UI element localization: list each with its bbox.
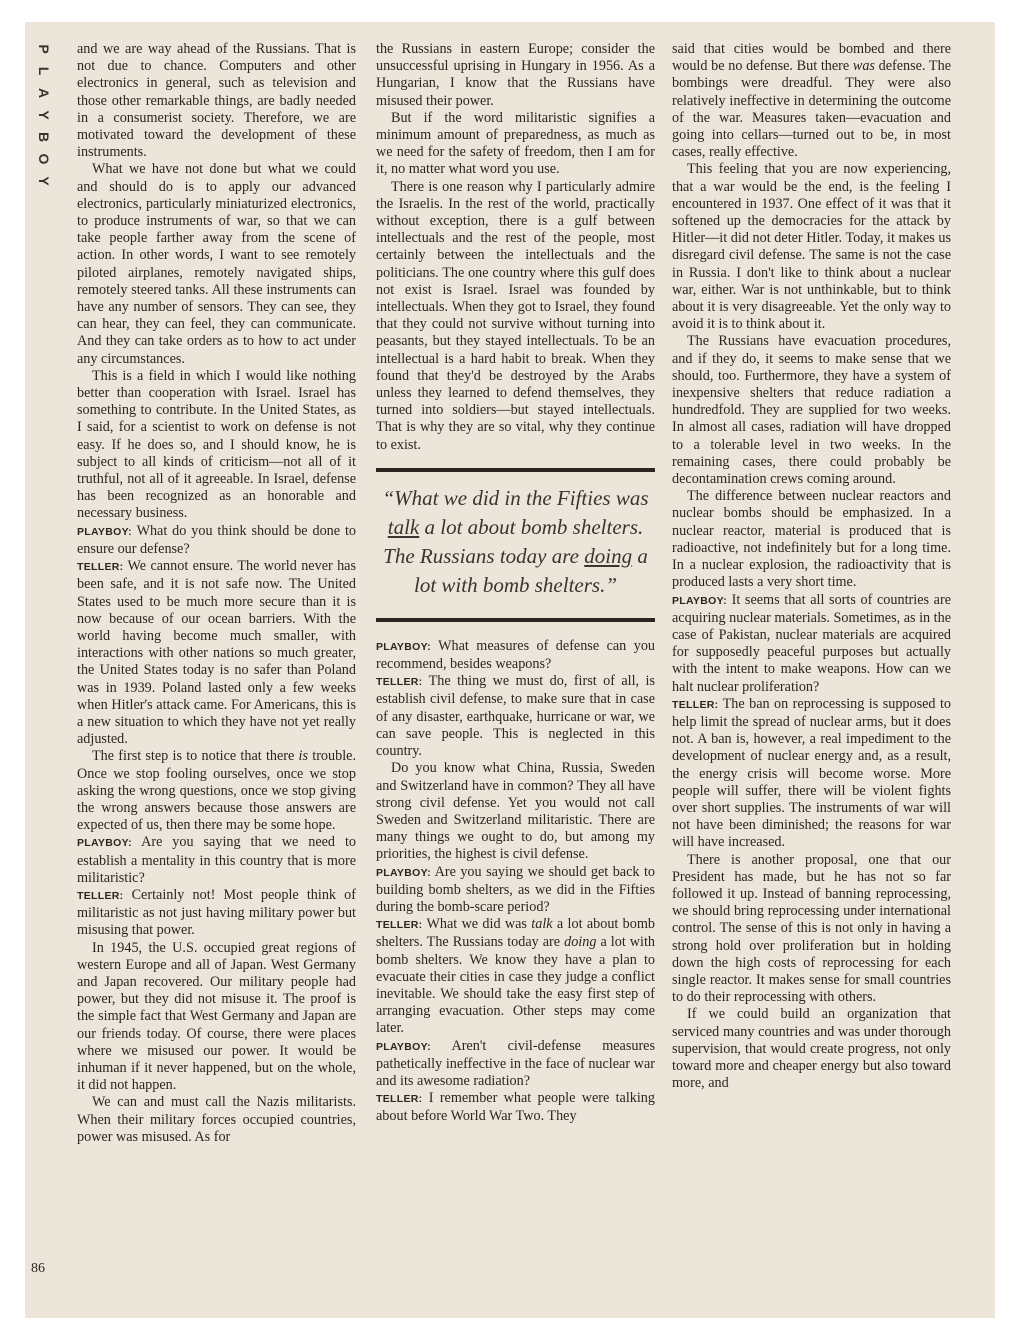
- interviewee-answer: [672, 696, 951, 852]
- speaker-label: PLAYBOY:: [376, 1040, 431, 1053]
- question-text: Are you saying that we need to establish a mentality in this country that is more militaristic?: [77, 834, 356, 886]
- text-run: a lot with bomb shelters.”: [413, 543, 648, 597]
- text-run: a lot about bomb shelters. The Russians today are: [376, 916, 655, 951]
- interviewer-question: [376, 864, 655, 917]
- emphasis: was: [852, 58, 875, 75]
- speaker-label: TELLER:: [672, 698, 719, 711]
- question-text: It seems that all sorts of countries are acquiring nuclear materials. Sometimes, as in the case of Pakistan, nuclear materials are acquired for supposedly peaceful purposes but actually with the intent to make weapons. How can we halt nuclear proliferation?: [672, 591, 951, 695]
- text-column-3: [672, 41, 951, 1092]
- masthead-letter: P: [36, 44, 52, 54]
- emphasis: doing: [584, 543, 633, 568]
- paragraph: the Russians in eastern Europe; consider the unsuccessful uprising in Hungary in 1956. As a Hungarian, I know that the Russians have misused their power.: [376, 41, 655, 109]
- masthead-playboy: [33, 42, 55, 196]
- text-run: trouble. Once we stop fooling ourselves, once we stop asking the wrong questions, once we stop giving the wrong answers because those answers are expected of us, then there may be some hope.: [77, 748, 356, 834]
- emphasis: is: [298, 748, 309, 765]
- text-column-2: [376, 41, 655, 1126]
- text-column-1: [77, 41, 356, 1146]
- masthead-letter: Y: [36, 110, 52, 120]
- masthead-letter: Y: [36, 176, 52, 186]
- interviewer-question: [77, 523, 356, 558]
- text-run: defense. The bombings were dreadful. They were also relatively ineffective in determining the outcome of the war. Measures taken—evacuation and going into cellars—turned out to be, in most cases, really effective.: [672, 58, 951, 161]
- question-text: What measures of defense can you recommend, besides weapons?: [376, 637, 656, 673]
- paragraph: If we could build an organization that serviced many countries and was under thorough supervision, that would create progress, not only toward more and cheaper energy but also toward more, and: [672, 1006, 951, 1092]
- paragraph: We can and must call the Nazis militarists. When their military forces occupied countries, power was misused. As for: [77, 1094, 356, 1145]
- speaker-label: TELLER:: [77, 889, 124, 902]
- interviewer-question: [376, 1038, 655, 1091]
- masthead-letter: B: [36, 131, 52, 143]
- masthead-letter: O: [36, 153, 52, 165]
- text-run: a lot with bomb shelters. We know they have a plan to evacuate their cities in case they judge a conflict inevitable. We should take the easy first step of arranging evacuation. Other steps may come later.: [376, 934, 656, 1037]
- interviewee-answer: [376, 916, 655, 1037]
- paragraph: The difference between nuclear reactors and nuclear bombs should be emphasized. In a nuclear reactor, material is produced that is radioactive, not indefinitely but for a long time. In a nuclear explosion, the radioactivity that is produced lasts a very short time.: [672, 488, 951, 591]
- paragraph: But if the word militaristic signifies a minimum amount of preparedness, as much as we need for the safety of freedom, then I am for it, no matter what word you use.: [376, 109, 655, 178]
- paragraph: What we have not done but what we could and should do is to apply our advanced electronics, particularly miniaturized electronics, to produce instruments of war, so that we can take people farther away from the scene of action. In other words, I want to see remotely piloted airplanes, remotely navigated ships, remotely steered tanks. All these instruments can have any number of sensors. They can see, they can hear, they can feel, they can communicate. And they can take orders as to how to act under any circumstances.: [77, 161, 356, 367]
- text-run: What we did was: [426, 916, 527, 933]
- paragraph: [672, 41, 951, 161]
- emphasis: doing: [564, 934, 597, 951]
- answer-text: Certainly not! Most people think of militaristic as not just having military power but misusing that power.: [77, 886, 356, 939]
- speaker-label: PLAYBOY:: [77, 837, 132, 850]
- speaker-label: TELLER:: [376, 1093, 423, 1106]
- emphasis: talk: [531, 916, 553, 933]
- speaker-label: PLAYBOY:: [77, 525, 132, 538]
- emphasis: talk: [387, 514, 420, 539]
- speaker-label: PLAYBOY:: [376, 640, 431, 653]
- interviewee-answer: [376, 673, 655, 760]
- page-number: 86: [31, 1261, 45, 1276]
- answer-text: The thing we must do, first of all, is establish civil defense, to make sure that in case of any disaster, earthquake, hurricane or war, we can save people. This is neglected in this country.: [376, 673, 655, 760]
- text-run: said that cities would be bombed and there would be no defense. But there: [672, 41, 951, 75]
- paragraph: Do you know what China, Russia, Sweden and Switzerland have in common? They all have strong civil defense. Yet you would not call Sweden and Switzerland militaristic. There are many things we ought to do, but among my priorities, the highest is civil defense.: [376, 760, 655, 863]
- interviewer-question: [77, 834, 356, 887]
- speaker-label: TELLER:: [376, 919, 423, 932]
- paragraph: [77, 748, 356, 834]
- speaker-label: TELLER:: [376, 676, 423, 689]
- question-text: What do you think should be done to ensure our defense?: [77, 522, 356, 557]
- text-run: “What we did in the Fifties was: [382, 485, 649, 510]
- answer-text: I remember what people were talking about before World War Two. They: [376, 1090, 655, 1125]
- masthead-letter: L: [36, 66, 52, 76]
- speaker-label: TELLER:: [77, 561, 124, 574]
- paragraph: This is a field in which I would like nothing better than cooperation with Israel. Israel has something to contribute. In the United States, as I said, for a scientist to work on defense is not easy. If he does so, and I should know, he is subject to all kinds of criticism—not all of it truthful, not all of it agreeable. In Israel, defense has been recognized as an honorable and necessary business.: [77, 367, 356, 522]
- paragraph: This feeling that you are now experiencing, that a war would be the end, is the feeling I encountered in 1937. One effect of it was that it softened up the democracies for the attack by Hitler—it did not deter Hitler. Today, it makes us disregard civil defense. The same is not the case in Russia. I don't like to think about a nuclear war, either. War is not unthinkable, but to think about it is very disagreeable. Yet the only way to avoid it is to think about it.: [672, 161, 951, 333]
- speaker-label: PLAYBOY:: [376, 866, 431, 879]
- speaker-label: PLAYBOY:: [672, 594, 727, 607]
- answer-text: We cannot ensure. The world never has been safe, and it is not safe now. The United States used to be much more secure than it is now because of our ocean barriers. With the world having become much smaller, with interactions with other nations so much greater, the United States today is no safer than Poland was in 1939. Poland lasted only a few weeks when Hitler's attack came. For Americans, this is a new situation to which they have not yet really adjusted.: [77, 558, 356, 748]
- pull-quote-text: [382, 484, 649, 600]
- text-run: The first step is to notice that there: [92, 748, 295, 765]
- pull-quote: [376, 468, 655, 622]
- interviewee-answer: [77, 558, 356, 748]
- paragraph: and we are way ahead of the Russians. That is not due to chance. Computers and other electronics in general, such as television and those other remarkable things, are badly needed in a consumerist society. Therefore, we are motivated toward the development of these instruments.: [77, 41, 356, 161]
- answer-text: The ban on reprocessing is supposed to help limit the spread of nuclear arms, but it does not. A ban is, however, a real impediment to the development of nuclear energy and, as a result, the energy crisis will become worse. More people will suffer, there will be violent fights over short supplies. The instruments of war will not have been diminished; the reasons for war will have increased.: [672, 695, 951, 851]
- text-run: a lot about bomb shelters. The Russians today are: [383, 514, 644, 568]
- masthead-letter: A: [36, 87, 52, 99]
- interviewer-question: [376, 638, 655, 673]
- paragraph: In 1945, the U.S. occupied great regions of western Europe and all of Japan. West Germany and Japan recovered. Our military people had power, but they did not misuse it. The proof is the simple fact that West Germany and Japan are our friends today. Of course, there were places where we misused our power. It would be inhuman if it never happened, but on the whole, it did not happen.: [77, 939, 356, 1094]
- interviewee-answer: [77, 887, 356, 940]
- paragraph: There is another proposal, one that our President has made, but he has not so far followed it up. Instead of banning reprocessing, we should bring reprocessing under international control. The sense of this is not only in having a strong hold over proliferation but in holding down the high costs of reprocessing for each single reactor. It makes sense for small countries to do their reprocessing with others.: [672, 851, 951, 1006]
- question-text: Aren't civil-defense measures pathetically ineffective in the face of nuclear war and its awesome radiation?: [376, 1037, 655, 1089]
- interviewer-question: [672, 592, 951, 696]
- paragraph: There is one reason why I particularly admire the Israelis. In the rest of the world, practically without exception, there is a gulf between intellectuals and the rest of the people, most certainly between the intellectuals and the politicians. The one country where this gulf does not exist is Israel. Israel was founded by intellectuals. When they got to Israel, they found that they could not survive without turning into peasants, but they stayed intellectuals. To be an intellectual is a hard habit to break. When they found that they'd be destroyed by the Arabs unless they learned to defend themselves, they turned into soldiers—but stayed intellectuals. That is why they are so vital, why they continue to exist.: [376, 178, 655, 453]
- interviewee-answer: [376, 1090, 655, 1125]
- paragraph: The Russians have evacuation procedures, and if they do, it seems to make sense that we should, too. Furthermore, they have a system of inexpensive shelters that reduce radiation a hundredfold. They are supplied for two weeks. In almost all cases, radiation will have dropped to a tolerable level in two weeks. In the remaining cases, there could probably be decontamination crews coming around.: [672, 333, 951, 488]
- question-text: Are you saying we should get back to building bomb shelters, as we did in the Fifties during the bomb-scare period?: [376, 863, 655, 915]
- magazine-page: [25, 22, 995, 1318]
